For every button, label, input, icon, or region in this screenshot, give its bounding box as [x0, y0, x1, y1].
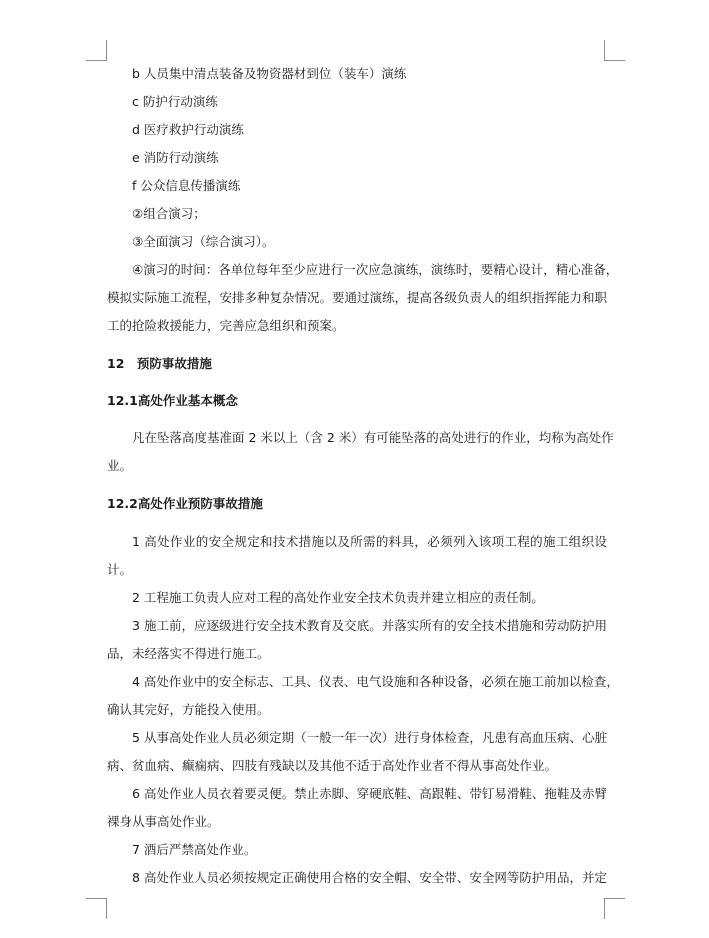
subsection-heading: 12.1高处作业基本概念	[107, 393, 238, 408]
paragraph-line: 凡在坠落高度基准面 2 米以上（含 2 米）有可能坠落的高处进行的作业，均称为高处作	[132, 430, 614, 445]
list-item: c 防护行动演练	[132, 94, 218, 109]
paragraph-line: 模拟实际施工流程，安排多种复杂情况。要通过演练，提高各级负责人的组织指挥能力和职	[107, 290, 608, 305]
crop-mark-top-right	[604, 40, 625, 61]
paragraph-line: 6 高处作业人员衣着要灵便。禁止赤脚、穿硬底鞋、高跟鞋、带钉易滑鞋、拖鞋及赤臂	[132, 786, 607, 801]
list-item: ③全面演习（综合演习）。	[132, 234, 275, 249]
paragraph-line: 8 高处作业人员必须按规定正确使用合格的安全帽、安全带、安全网等防护用品，并定	[132, 870, 607, 885]
section-heading: 12 预防事故措施	[107, 356, 212, 371]
paragraph-line: 7 酒后严禁高处作业。	[132, 842, 257, 857]
paragraph-line: 5 从事高处作业人员必须定期（一般一年一次）进行身体检查，凡患有高血压病、心脏	[132, 730, 607, 745]
list-item: e 消防行动演练	[132, 150, 219, 165]
paragraph-line: 2 工程施工负责人应对工程的高处作业安全技术负责并建立相应的责任制。	[132, 590, 544, 605]
paragraph-line: 病、贫血病、癫痫病、四肢有残缺以及其他不适于高处作业者不得从事高处作业。	[107, 758, 558, 773]
list-item: d 医疗救护行动演练	[132, 122, 244, 137]
paragraph-line: 计。	[107, 562, 133, 577]
paragraph-line: 业。	[107, 458, 133, 473]
list-item: ②组合演习；	[132, 206, 206, 221]
subsection-heading: 12.2高处作业预防事故措施	[107, 496, 263, 511]
paragraph-line: 4 高处作业中的安全标志、工具、仪表、电气设施和各种设备，必须在施工前加以检查，	[132, 674, 619, 689]
paragraph-line: 工的抢险救援能力，完善应急组织和预案。	[107, 318, 345, 333]
crop-mark-bottom-right	[604, 898, 625, 919]
crop-mark-bottom-left	[86, 898, 107, 919]
paragraph-line: 确认其完好，方能投入使用。	[107, 702, 270, 717]
list-item: b 人员集中清点装备及物资器材到位（装车）演练	[132, 66, 407, 81]
paragraph-line: 品，未经落实不得进行施工。	[107, 646, 270, 661]
paragraph-line: 1 高处作业的安全规定和技术措施以及所需的料具，必须列入该项工程的施工组织设	[132, 534, 607, 549]
paragraph-line: ④演习的时间：各单位每年至少应进行一次应急演练，演练时，要精心设计，精心准备，	[132, 262, 619, 277]
paragraph-line: 3 施工前，应逐级进行安全技术教育及交底。并落实所有的安全技术措施和劳动防护用	[132, 618, 607, 633]
crop-mark-top-left	[86, 40, 107, 61]
paragraph-line: 裸身从事高处作业。	[107, 814, 220, 829]
list-item: f 公众信息传播演练	[132, 178, 241, 193]
